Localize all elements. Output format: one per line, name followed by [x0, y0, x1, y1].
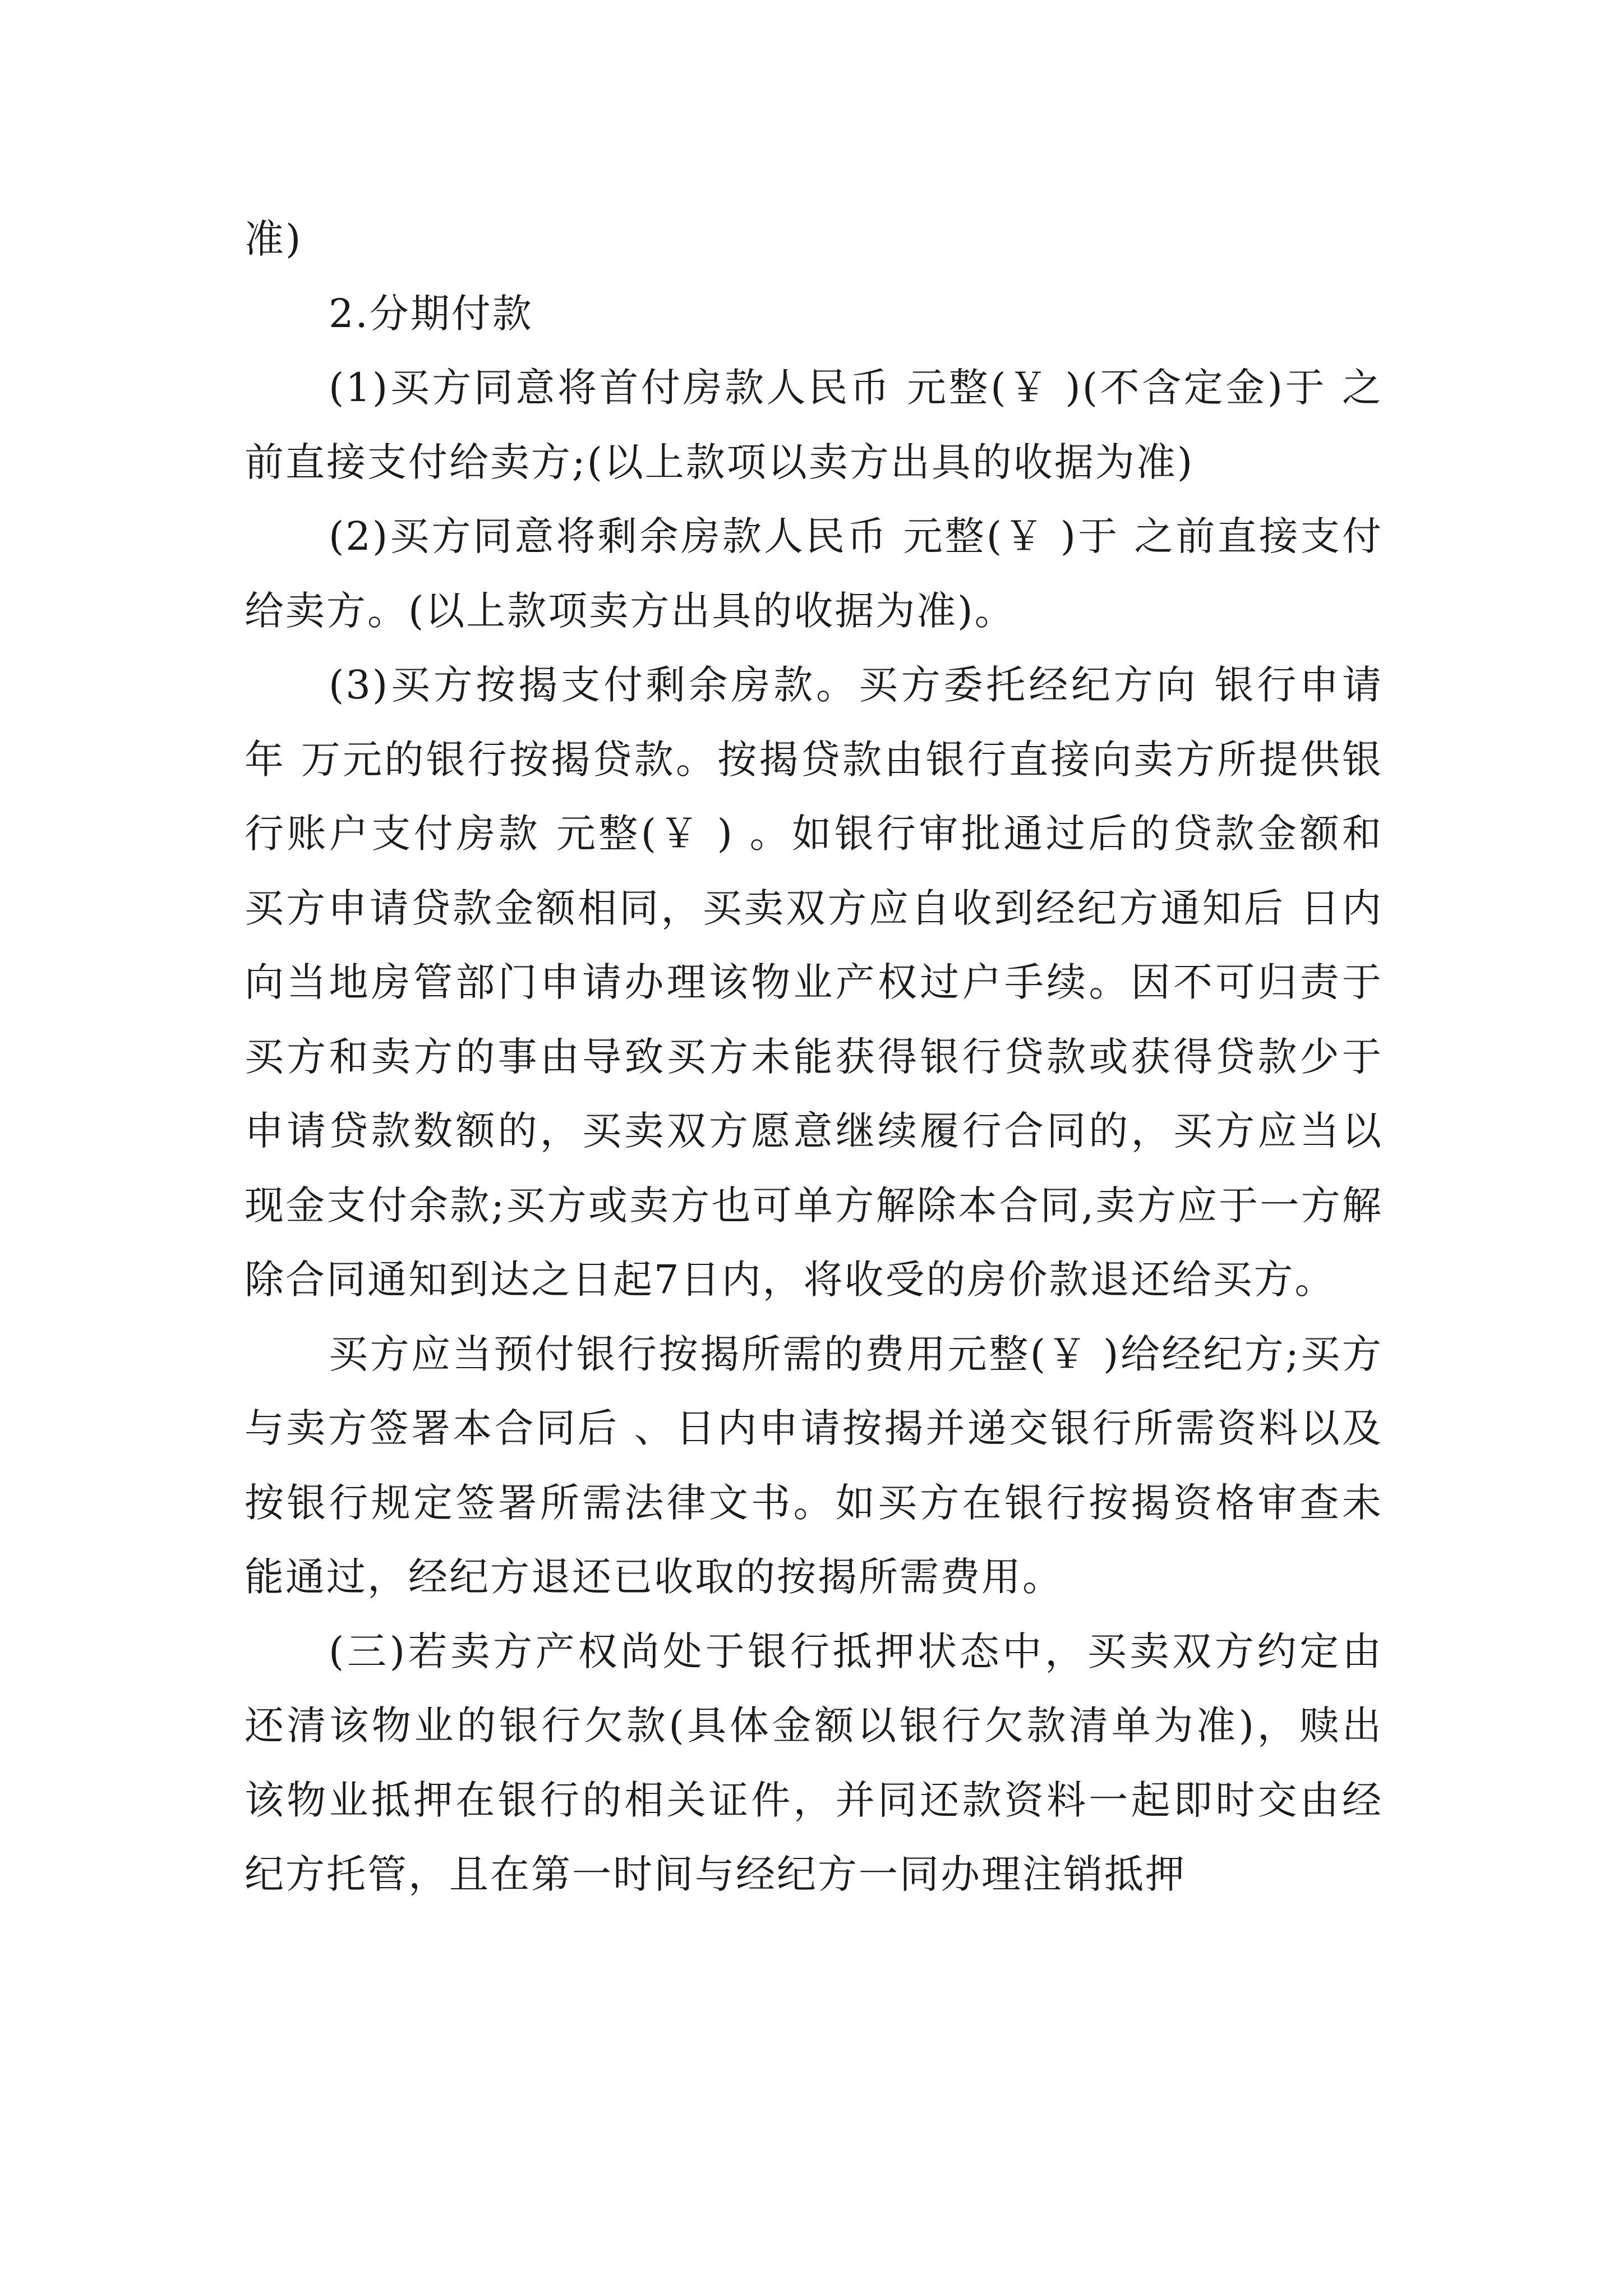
- paragraph-3: (1)买方同意将首付房款人民币 元整(￥ )(不含定金)于 之前直接支付给卖方;(以上款项以卖方出具的收据为准): [245, 365, 1383, 485]
- paragraph-4: (2)买方同意将剩余房款人民币 元整(￥ )于 之前直接支付给卖方。(以上款项卖方出具的收据为准)。: [245, 513, 1383, 634]
- paragraph-6: 买方应当预付银行按揭所需的费用元整(￥ )给经纪方;买方与卖方签署本合同后 、日内申请按揭并递交银行所需资料以及按银行规定签署所需法律文书。如买方在银行按揭资格审查未能通过，经纪方退还已收取的按揭所需费用。: [245, 1331, 1383, 1600]
- document-body: [245, 202, 1383, 1912]
- paragraph-1: 准): [245, 216, 303, 262]
- paragraph-2: 2.分期付款: [329, 290, 533, 337]
- paragraph-7: (三)若卖方产权尚处于银行抵押状态中，买卖双方约定由 还清该物业的银行欠款(具体金额以银行欠款清单为准)，赎出该物业抵押在银行的相关证件，并同还款资料一起即时交由经纪方托管，且在第一时间与经纪方一同办理注销抵押: [245, 1628, 1383, 1897]
- paragraph-5: (3)买方按揭支付剩余房款。买方委托经纪方向 银行申请 年 万元的银行按揭贷款。按揭贷款由银行直接向卖方所提供银行账户支付房款 元整(￥ ) 。如银行审批通过后的贷款金额和买方申请贷款金额相同，买卖双方应自收到经纪方通知后 日内向当地房管部门申请办理该物业产权过户手续。因不可归责于买方和卖方的事由导致买方未能获得银行贷款或获得贷款少于申请贷款数额的，买卖双方愿意继续履行合同的，买方应当以现金支付余款;买方或卖方也可单方解除本合同,卖方应于一方解除合同通知到达之日起7日内，将收受的房价款退还给买方。: [245, 662, 1383, 1303]
